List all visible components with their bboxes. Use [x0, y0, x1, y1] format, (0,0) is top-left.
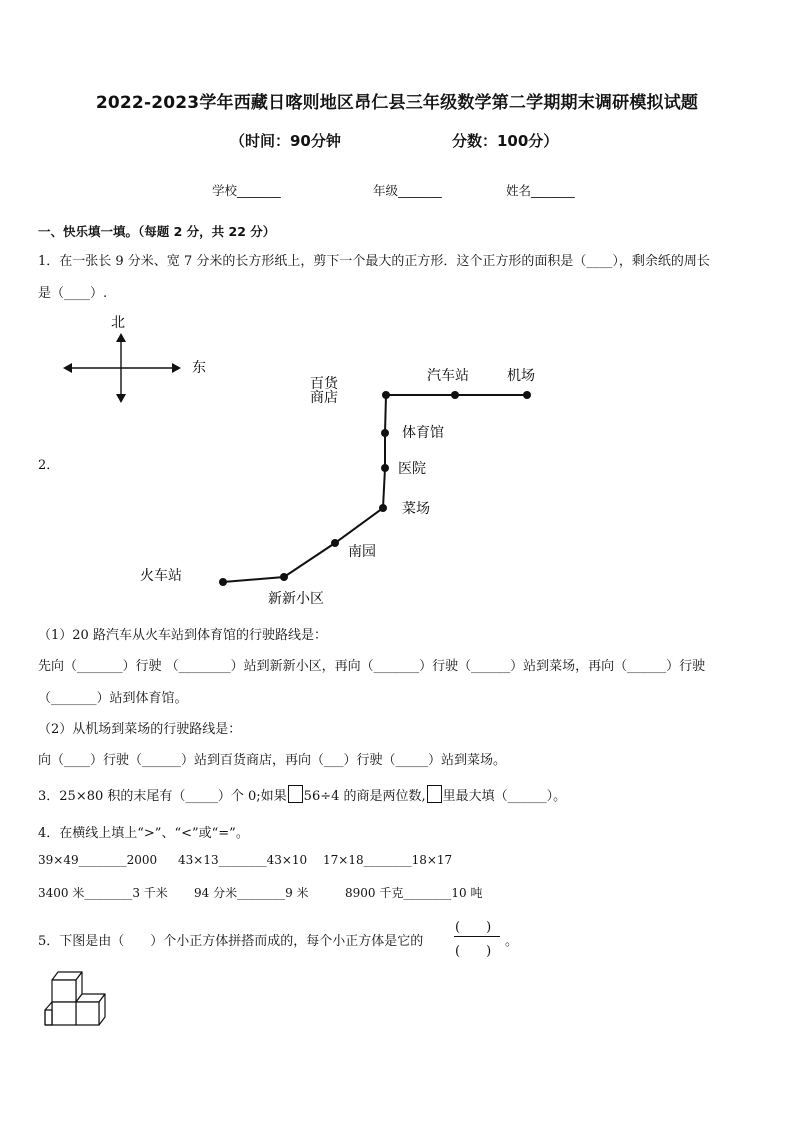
question-2-1-line-1: 先向（_______）行驶 （________）站到新新小区，再向（_______）行驶（______）站到菜场，再向（______）行驶 [38, 659, 706, 674]
score-label: 分数：100分） [452, 132, 559, 150]
question-3-part-2: 56÷4 的商是两位数, [303, 789, 426, 804]
q4-row2-item2: 94 分米________9 米 [194, 886, 309, 900]
label-caichang: 菜场 [402, 501, 430, 517]
question-2-1-label: （1）20 路汽车从火车站到体育馆的行驶路线是： [38, 628, 327, 643]
time-label: （时间：90分钟 [230, 132, 341, 150]
question-1-line-2: 是（____）. [38, 286, 108, 301]
name-field: 姓名_______ [506, 183, 575, 198]
q4-row2-item3: 8900 千克________10 吨 [345, 886, 483, 900]
station-xinxin [280, 573, 288, 581]
grade-field: 年级_______ [373, 183, 442, 198]
question-2-label: 2． [38, 458, 60, 473]
fraction-denominator: ( ) [455, 944, 492, 959]
question-2-2-line-1: 向（____）行驶（______）站到百货商店，再向（___）行驶（_____）站到菜场。 [38, 753, 507, 768]
q4-row1-item2: 43×13________43×10 [178, 853, 308, 867]
q4-row1-item1: 39×49________2000 [38, 853, 158, 867]
question-2-1-line-2: （_______）站到体育馆。 [38, 691, 188, 706]
question-3 [38, 785, 566, 804]
station-train [219, 578, 227, 586]
label-xinxin: 新新小区 [268, 591, 324, 607]
label-gym: 体育馆 [402, 425, 444, 441]
blank-box [427, 785, 442, 803]
station-store [382, 391, 390, 399]
question-3-part-3: 里最大填（______）。 [442, 789, 567, 804]
station-hospital [381, 464, 389, 472]
north-label: 北 [111, 315, 125, 331]
fraction-numerator: ( ) [455, 920, 492, 935]
school-field: 学校_______ [212, 183, 281, 198]
station-caichang [379, 504, 387, 512]
label-airport: 机场 [507, 368, 535, 384]
station-nanyuan [331, 539, 339, 547]
label-baihuo-2: 商店 [310, 390, 338, 406]
blank-box [288, 785, 303, 803]
label-bus-station: 汽车站 [427, 368, 469, 384]
question-1-line-1: 1．在一张长 9 分米、宽 7 分米的长方形纸上，剪下一个最大的正方形．这个正方形的面积是（____），剩余纸的周长 [38, 254, 710, 269]
q4-row1-item3: 17×18________18×17 [323, 853, 453, 867]
label-train-station: 火车站 [140, 568, 182, 584]
question-2-2-label: （2）从机场到菜场的行驶路线是： [38, 722, 242, 737]
q4-row2-item1: 3400 米________3 千米 [38, 886, 168, 900]
section-heading: 一、快乐填一填。（每题 2 分，共 22 分） [38, 224, 276, 239]
station-airport [523, 391, 531, 399]
label-nanyuan: 南园 [348, 544, 376, 560]
route-map [0, 300, 794, 620]
station-gym [381, 429, 389, 437]
blank-fraction [453, 915, 501, 959]
question-3-part-1: 3．25×80 积的末尾有（_____）个 0;如果 [38, 789, 287, 804]
page-title: 2022-2023学年西藏日喀则地区昂仁县三年级数学第二学期期末调研模拟试题 [95, 93, 699, 113]
east-label: 东 [192, 360, 206, 376]
compass-icon [63, 333, 181, 403]
station-bus [451, 391, 459, 399]
question-5-end: 。 [505, 934, 519, 949]
label-hospital: 医院 [398, 461, 426, 477]
label-baihuo-1: 百货 [310, 376, 338, 392]
cubes-figure [40, 968, 110, 1032]
question-5-text: 5．下图是由（ ）个小正方体拼搭而成的，每个小正方体是它的 [38, 934, 424, 949]
fraction-bar [454, 936, 500, 937]
question-4-label: 4．在横线上填上“>”、“<”或“=”。 [38, 826, 249, 841]
